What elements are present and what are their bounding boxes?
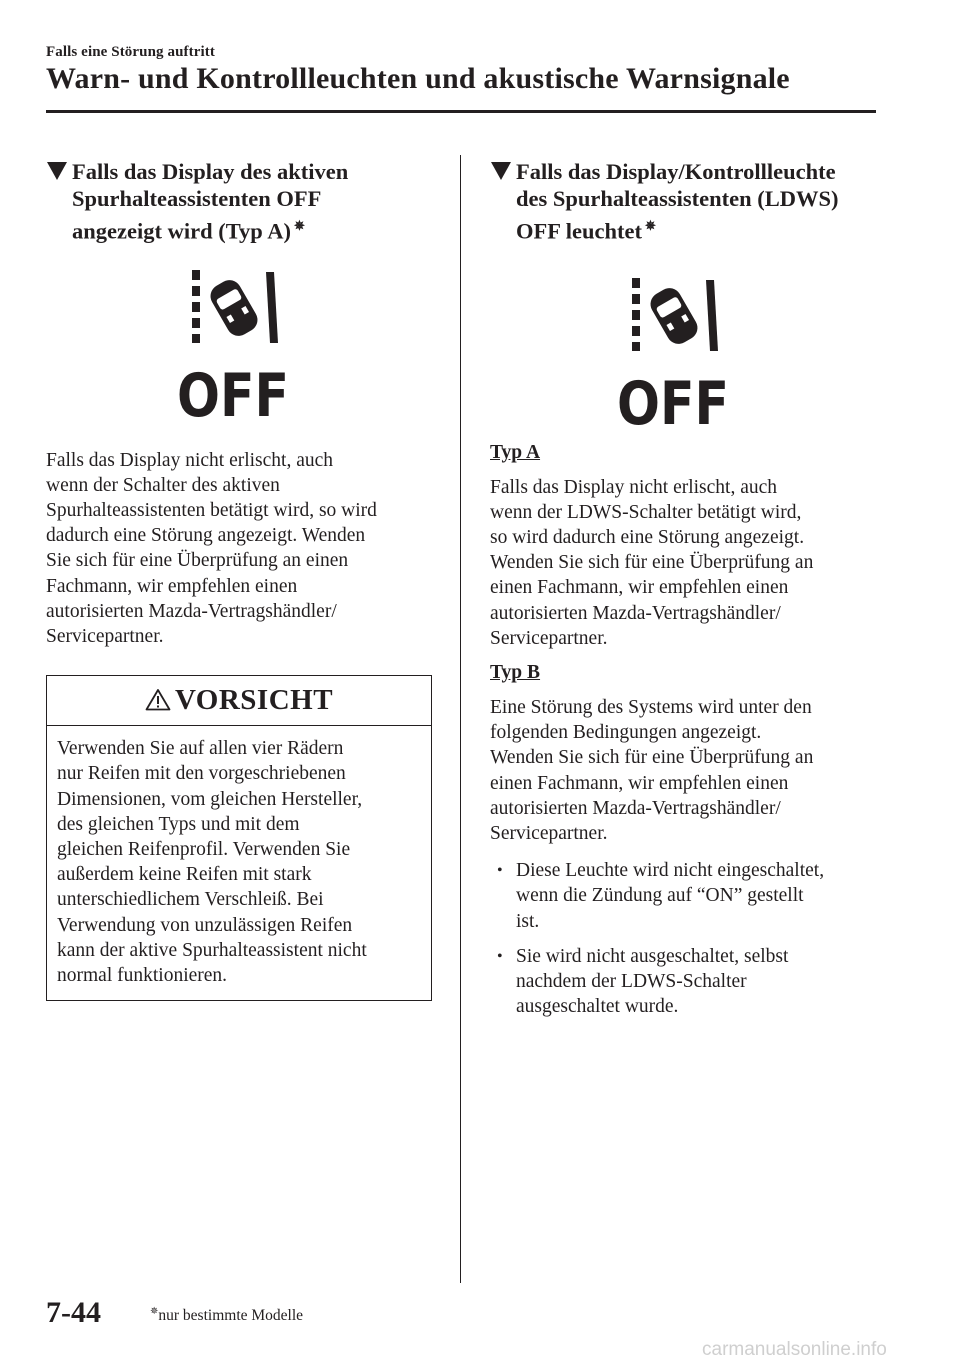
page-number: 7-44: [46, 1296, 101, 1329]
left-column: [46, 158, 432, 1001]
condition-list: [490, 858, 876, 1019]
caution-box: [46, 675, 432, 1001]
heading-line: OFF leuchtet ✵: [516, 218, 656, 244]
heading-line: Spurhalteassistenten OFF: [72, 186, 322, 211]
typ-a-paragraph: Falls das Display nicht erlischt, auch wenn der LDWS-Schalter betätigt wird, so wird dadurch eine Störung angezeigt. Wenden Sie sich für eine Überprüfung an einen Fachmann, wir empfehlen einen autorisierten Mazda-Vertragshändler/ Servicepartner.: [490, 476, 814, 649]
caution-text: Verwenden Sie auf allen vier Rädern nur Reifen mit den vorgeschriebenen Dimensionen, vom gleichen Hersteller, des gleichen Typs und mit dem gleichen Reifenprofil. Verwenden Sie außerdem keine Reifen mit stark unterschiedlichem Verschleiß. Bei Verwendung von unzulässigen Reifen kann der aktive Spurhalteassistent nicht normal funktionieren.: [57, 738, 367, 986]
right-column: [490, 158, 876, 1029]
caution-header: [47, 676, 431, 726]
typ-b-paragraph: Eine Störung des Systems wird unter den folgenden Bedingungen angezeigt. Wenden Sie sich für eine Überprüfung an einen Fachmann, wir empfehlen einen autorisierten Mazda-Vertragshändler/ Servicepartner.: [490, 696, 814, 844]
column-divider: [460, 155, 461, 1283]
watermark: carmanualsonline.info: [702, 1339, 887, 1360]
footnote-star-icon: ✵: [645, 218, 656, 233]
footnote-star-icon: ✵: [293, 218, 305, 233]
lane-assist-off-icon: [168, 270, 298, 420]
typ-b-label: Typ B: [490, 661, 541, 683]
off-label: OFF: [617, 368, 729, 428]
heading-line: Falls das Display des aktiven: [72, 159, 349, 184]
footnote-star-icon: ✵: [150, 1306, 159, 1317]
caution-title: VORSICHT: [174, 684, 334, 717]
lane-assist-off-indicator: [34, 270, 432, 420]
footnote: ✵nur bestimmte Modelle: [150, 1306, 304, 1325]
list-item: • Sie wird nicht ausgeschaltet, selbst nachdem der LDWS-Schalter ausgeschaltet wurde.: [490, 944, 876, 1020]
heading-line: angezeigt wird (Typ A) ✵: [72, 218, 305, 244]
typ-a-label: Typ A: [490, 441, 541, 463]
left-section-heading: [46, 158, 432, 245]
left-paragraph: Falls das Display nicht erlischt, auch wenn der Schalter des aktiven Spurhalteassistenten betätigt wird, so wird dadurch eine Störung angezeigt. Wenden Sie sich für eine Überprüfung an einen Fachmann, wir empfehlen einen autorisierten Mazda-Vertragshändler/ Servicepartner.: [46, 449, 377, 647]
heading-line: Falls das Display/Kontrollleuchte: [516, 159, 836, 184]
section-label: Falls eine Störung auftritt: [46, 44, 215, 60]
off-label: OFF: [177, 360, 289, 420]
warning-triangle-icon: [145, 688, 171, 711]
triangle-down-icon: [46, 161, 68, 181]
triangle-down-icon: [490, 161, 512, 181]
right-section-heading: [490, 158, 876, 245]
list-item: • Diese Leuchte wird nicht eingeschaltet, wenn die Zündung auf “ON” gestellt ist.: [490, 858, 876, 934]
heading-line: des Spurhalteassistenten (LDWS): [516, 186, 839, 211]
chapter-title: Warn- und Kontrollleuchten und akustische Warnsignale: [46, 62, 790, 95]
ldws-off-indicator: [470, 278, 876, 428]
header-rule: [46, 110, 876, 113]
ldws-off-icon: [608, 278, 738, 428]
